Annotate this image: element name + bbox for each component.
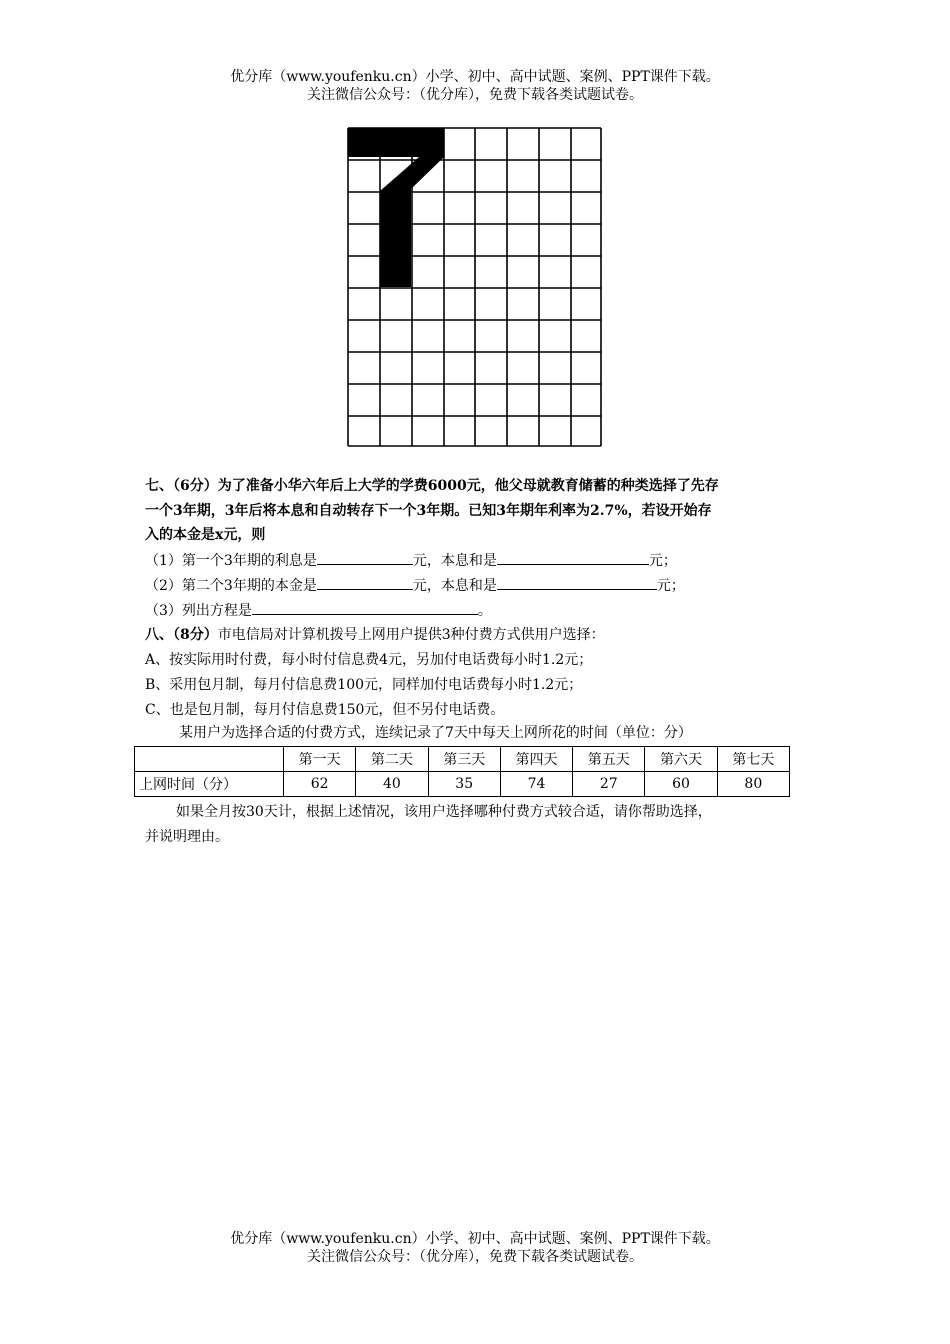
table-header-cell: 第二天 — [356, 747, 428, 772]
table-row — [135, 772, 790, 797]
table-header-cell: 第一天 — [284, 747, 356, 772]
usage-table — [134, 746, 790, 797]
table-header-cell: 第五天 — [573, 747, 645, 772]
header-line-2: 关注微信公众号：（优分库），免费下载各类试题试卷。 — [307, 87, 643, 103]
table-cell: 35 — [428, 772, 500, 797]
q8-title-text: 市电信局对计算机拨号上网用户提供3种付费方式供用户选择： — [217, 627, 605, 643]
q7-part-2-text-a: （2）第二个3年期的本金是 — [145, 578, 317, 594]
grid-figure — [347, 127, 602, 447]
q8-option-a: A、按实际用时付费，每小时付信息费4元，另加付电话费每小时1.2元； — [145, 652, 593, 668]
q7-title-line-2: 一个3年期，3年后将本息和自动转存下一个3年期。已知3年期年利率为2.7%，若设开始存 — [145, 503, 712, 519]
q7-part-3 — [145, 600, 810, 621]
q8-question-line-2: 并说明理由。 — [145, 829, 229, 845]
q7-part-1-text-c: 元； — [648, 553, 677, 569]
table-cell: 60 — [645, 772, 717, 797]
q7-part-2-text-c: 元； — [656, 578, 685, 594]
q7-part-1-text-a: （1）第一个3年期的利息是 — [145, 553, 317, 569]
q7-part-2-blank-principal[interactable] — [317, 575, 413, 590]
header-line-1: 优分库（www.youfenku.cn）小学、初中、高中试题、案例、PPT课件下载。 — [230, 69, 720, 85]
table-header-row — [135, 747, 790, 772]
table-header-cell: 第三天 — [428, 747, 500, 772]
table-row-label: 上网时间（分） — [135, 772, 284, 797]
q7-title-line-3: 入的本金是x元，则 — [145, 527, 266, 543]
q8-option-c: C、也是包月制，每月付信息费150元，但不另付电话费。 — [145, 702, 505, 718]
table-cell: 80 — [717, 772, 789, 797]
table-cell: 62 — [284, 772, 356, 797]
q8-question-line-1: 如果全月按30天计，根据上述情况，该用户选择哪种付费方式较合适，请你帮助选择， — [176, 804, 712, 820]
footer-line-2: 关注微信公众号：（优分库），免费下载各类试题试卷。 — [307, 1249, 643, 1265]
q7-part-2-text-b: 元，本息和是 — [412, 578, 497, 594]
q7-part-2-blank-total[interactable] — [497, 575, 657, 590]
table-cell: 74 — [500, 772, 572, 797]
q8-option-b: B、采用包月制，每月付信息费100元，同样加付电话费每小时1.2元； — [145, 677, 583, 693]
q7-part-3-text-b: 。 — [477, 603, 492, 619]
table-cell: 27 — [573, 772, 645, 797]
table-header-cell: 第七天 — [717, 747, 789, 772]
q7-part-3-text-a: （3）列出方程是 — [145, 603, 252, 619]
q8-table-intro: 某用户为选择合适的付费方式，连续记录了7天中每天上网所花的时间（单位：分） — [179, 725, 692, 741]
q7-part-1-blank-interest[interactable] — [317, 550, 413, 565]
footer-line-1: 优分库（www.youfenku.cn）小学、初中、高中试题、案例、PPT课件下载。 — [230, 1231, 720, 1247]
q8-title-number: 八、（8分） — [145, 627, 218, 643]
q7-part-1 — [145, 550, 810, 571]
q7-part-2 — [145, 575, 810, 596]
table-cell: 40 — [356, 772, 428, 797]
table-header-cell: 第四天 — [500, 747, 572, 772]
q8-title — [145, 625, 810, 645]
q7-part-3-blank-equation[interactable] — [252, 600, 478, 615]
q7-part-1-text-b: 元，本息和是 — [412, 553, 497, 569]
grid-digit-seven-image — [347, 127, 602, 447]
table-header-cell-blank — [135, 747, 284, 772]
table-header-cell: 第六天 — [645, 747, 717, 772]
q7-title-line-1: 七、（6分）为了准备小华六年后上大学的学费6000元，他父母就教育储蓄的种类选择了先存 — [145, 478, 719, 494]
q7-part-1-blank-total[interactable] — [497, 550, 649, 565]
